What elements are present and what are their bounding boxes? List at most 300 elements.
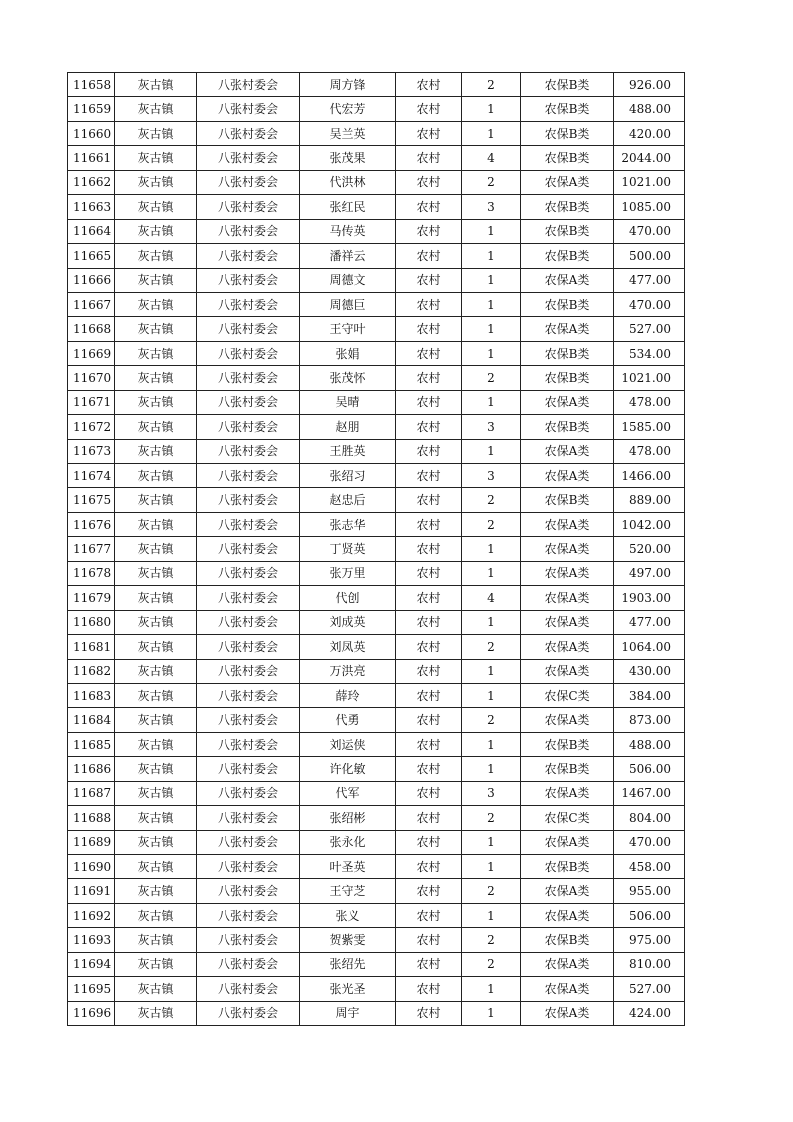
name-cell: 代宏芳: [300, 97, 396, 121]
category-cell: 农保A类: [521, 977, 614, 1001]
area-type-cell: 农村: [396, 170, 462, 194]
area-type-cell: 农村: [396, 464, 462, 488]
name-cell: 张万里: [300, 561, 396, 585]
name-cell: 王胜英: [300, 439, 396, 463]
name-cell: 张绍先: [300, 952, 396, 976]
town-cell: 灰古镇: [115, 464, 197, 488]
name-cell: 周方锋: [300, 73, 396, 97]
town-cell: 灰古镇: [115, 610, 197, 634]
category-cell: 农保B类: [521, 121, 614, 145]
record-id-cell: 11674: [68, 464, 115, 488]
household-count-cell: 1: [462, 1001, 521, 1025]
amount-cell: 478.00: [614, 439, 685, 463]
household-count-cell: 1: [462, 757, 521, 781]
record-id-cell: 11681: [68, 635, 115, 659]
table-row: [68, 586, 685, 610]
household-count-cell: 1: [462, 390, 521, 414]
amount-cell: 975.00: [614, 928, 685, 952]
village-cell: 八张村委会: [197, 903, 300, 927]
amount-cell: 420.00: [614, 121, 685, 145]
category-cell: 农保A类: [521, 879, 614, 903]
record-id-cell: 11671: [68, 390, 115, 414]
record-id-cell: 11690: [68, 855, 115, 879]
name-cell: 张娟: [300, 341, 396, 365]
table-row: [68, 170, 685, 194]
household-count-cell: 3: [462, 415, 521, 439]
area-type-cell: 农村: [396, 903, 462, 927]
area-type-cell: 农村: [396, 317, 462, 341]
village-cell: 八张村委会: [197, 781, 300, 805]
village-cell: 八张村委会: [197, 659, 300, 683]
category-cell: 农保B类: [521, 757, 614, 781]
village-cell: 八张村委会: [197, 561, 300, 585]
area-type-cell: 农村: [396, 488, 462, 512]
record-id-cell: 11672: [68, 415, 115, 439]
record-id-cell: 11676: [68, 512, 115, 536]
village-cell: 八张村委会: [197, 219, 300, 243]
village-cell: 八张村委会: [197, 415, 300, 439]
household-count-cell: 1: [462, 341, 521, 365]
village-cell: 八张村委会: [197, 146, 300, 170]
village-cell: 八张村委会: [197, 488, 300, 512]
table-row: [68, 855, 685, 879]
village-cell: 八张村委会: [197, 855, 300, 879]
area-type-cell: 农村: [396, 537, 462, 561]
category-cell: 农保B类: [521, 292, 614, 316]
record-id-cell: 11684: [68, 708, 115, 732]
table-row: [68, 708, 685, 732]
household-count-cell: 1: [462, 683, 521, 707]
record-id-cell: 11667: [68, 292, 115, 316]
table-row: [68, 268, 685, 292]
name-cell: 周宇: [300, 1001, 396, 1025]
table-row: [68, 610, 685, 634]
town-cell: 灰古镇: [115, 439, 197, 463]
category-cell: 农保A类: [521, 561, 614, 585]
table-row: [68, 195, 685, 219]
village-cell: 八张村委会: [197, 952, 300, 976]
area-type-cell: 农村: [396, 73, 462, 97]
amount-cell: 1021.00: [614, 170, 685, 194]
amount-cell: 527.00: [614, 977, 685, 1001]
record-id-cell: 11689: [68, 830, 115, 854]
name-cell: 赵忠后: [300, 488, 396, 512]
record-id-cell: 11677: [68, 537, 115, 561]
amount-cell: 873.00: [614, 708, 685, 732]
town-cell: 灰古镇: [115, 781, 197, 805]
name-cell: 周德文: [300, 268, 396, 292]
amount-cell: 1064.00: [614, 635, 685, 659]
amount-cell: 926.00: [614, 73, 685, 97]
table-row: [68, 830, 685, 854]
record-id-cell: 11662: [68, 170, 115, 194]
name-cell: 吴兰英: [300, 121, 396, 145]
town-cell: 灰古镇: [115, 952, 197, 976]
record-id-cell: 11659: [68, 97, 115, 121]
category-cell: 农保A类: [521, 830, 614, 854]
table-row: [68, 659, 685, 683]
category-cell: 农保A类: [521, 268, 614, 292]
area-type-cell: 农村: [396, 855, 462, 879]
name-cell: 代军: [300, 781, 396, 805]
town-cell: 灰古镇: [115, 244, 197, 268]
name-cell: 马传英: [300, 219, 396, 243]
amount-cell: 477.00: [614, 610, 685, 634]
town-cell: 灰古镇: [115, 146, 197, 170]
village-cell: 八张村委会: [197, 537, 300, 561]
town-cell: 灰古镇: [115, 855, 197, 879]
village-cell: 八张村委会: [197, 97, 300, 121]
area-type-cell: 农村: [396, 244, 462, 268]
category-cell: 农保B类: [521, 855, 614, 879]
name-cell: 潘祥云: [300, 244, 396, 268]
table-row: [68, 952, 685, 976]
area-type-cell: 农村: [396, 928, 462, 952]
area-type-cell: 农村: [396, 879, 462, 903]
amount-cell: 955.00: [614, 879, 685, 903]
household-count-cell: 2: [462, 366, 521, 390]
table-row: [68, 488, 685, 512]
household-count-cell: 2: [462, 806, 521, 830]
record-id-cell: 11663: [68, 195, 115, 219]
household-count-cell: 1: [462, 659, 521, 683]
town-cell: 灰古镇: [115, 390, 197, 414]
area-type-cell: 农村: [396, 610, 462, 634]
town-cell: 灰古镇: [115, 537, 197, 561]
category-cell: 农保B类: [521, 244, 614, 268]
area-type-cell: 农村: [396, 708, 462, 732]
category-cell: 农保A类: [521, 537, 614, 561]
amount-cell: 520.00: [614, 537, 685, 561]
town-cell: 灰古镇: [115, 195, 197, 219]
area-type-cell: 农村: [396, 366, 462, 390]
area-type-cell: 农村: [396, 195, 462, 219]
area-type-cell: 农村: [396, 439, 462, 463]
area-type-cell: 农村: [396, 659, 462, 683]
record-id-cell: 11678: [68, 561, 115, 585]
name-cell: 许化敏: [300, 757, 396, 781]
household-count-cell: 2: [462, 928, 521, 952]
village-cell: 八张村委会: [197, 683, 300, 707]
household-count-cell: 1: [462, 855, 521, 879]
amount-cell: 488.00: [614, 97, 685, 121]
amount-cell: 1042.00: [614, 512, 685, 536]
area-type-cell: 农村: [396, 830, 462, 854]
amount-cell: 1021.00: [614, 366, 685, 390]
amount-cell: 810.00: [614, 952, 685, 976]
household-count-cell: 1: [462, 830, 521, 854]
table-row: [68, 121, 685, 145]
name-cell: 贺紫雯: [300, 928, 396, 952]
name-cell: 刘成英: [300, 610, 396, 634]
household-count-cell: 3: [462, 464, 521, 488]
amount-cell: 804.00: [614, 806, 685, 830]
category-cell: 农保A类: [521, 317, 614, 341]
household-count-cell: 2: [462, 879, 521, 903]
category-cell: 农保B类: [521, 488, 614, 512]
household-count-cell: 1: [462, 268, 521, 292]
town-cell: 灰古镇: [115, 806, 197, 830]
table-row: [68, 341, 685, 365]
area-type-cell: 农村: [396, 390, 462, 414]
area-type-cell: 农村: [396, 952, 462, 976]
area-type-cell: 农村: [396, 512, 462, 536]
amount-cell: 506.00: [614, 757, 685, 781]
name-cell: 万洪亮: [300, 659, 396, 683]
town-cell: 灰古镇: [115, 121, 197, 145]
table-row: [68, 439, 685, 463]
table-row: [68, 683, 685, 707]
category-cell: 农保B类: [521, 415, 614, 439]
name-cell: 丁贤英: [300, 537, 396, 561]
category-cell: 农保B类: [521, 97, 614, 121]
village-cell: 八张村委会: [197, 830, 300, 854]
household-count-cell: 1: [462, 610, 521, 634]
village-cell: 八张村委会: [197, 928, 300, 952]
amount-cell: 430.00: [614, 659, 685, 683]
table-row: [68, 390, 685, 414]
name-cell: 叶圣英: [300, 855, 396, 879]
amount-cell: 458.00: [614, 855, 685, 879]
record-id-cell: 11675: [68, 488, 115, 512]
name-cell: 王守芝: [300, 879, 396, 903]
name-cell: 赵朋: [300, 415, 396, 439]
town-cell: 灰古镇: [115, 268, 197, 292]
village-cell: 八张村委会: [197, 366, 300, 390]
table-row: [68, 317, 685, 341]
area-type-cell: 农村: [396, 341, 462, 365]
amount-cell: 1085.00: [614, 195, 685, 219]
name-cell: 张永化: [300, 830, 396, 854]
name-cell: 刘运侠: [300, 732, 396, 756]
record-id-cell: 11691: [68, 879, 115, 903]
town-cell: 灰古镇: [115, 317, 197, 341]
village-cell: 八张村委会: [197, 708, 300, 732]
table-row: [68, 537, 685, 561]
amount-cell: 1466.00: [614, 464, 685, 488]
record-id-cell: 11679: [68, 586, 115, 610]
category-cell: 农保B类: [521, 928, 614, 952]
name-cell: 吴晴: [300, 390, 396, 414]
category-cell: 农保A类: [521, 464, 614, 488]
table-row: [68, 512, 685, 536]
town-cell: 灰古镇: [115, 170, 197, 194]
table-row: [68, 757, 685, 781]
village-cell: 八张村委会: [197, 757, 300, 781]
record-id-cell: 11696: [68, 1001, 115, 1025]
table-row: [68, 781, 685, 805]
household-count-cell: 1: [462, 561, 521, 585]
area-type-cell: 农村: [396, 292, 462, 316]
record-id-cell: 11673: [68, 439, 115, 463]
household-count-cell: 2: [462, 488, 521, 512]
town-cell: 灰古镇: [115, 903, 197, 927]
record-id-cell: 11668: [68, 317, 115, 341]
area-type-cell: 农村: [396, 561, 462, 585]
category-cell: 农保A类: [521, 781, 614, 805]
amount-cell: 497.00: [614, 561, 685, 585]
category-cell: 农保A类: [521, 635, 614, 659]
household-count-cell: 4: [462, 586, 521, 610]
amount-cell: 384.00: [614, 683, 685, 707]
name-cell: 张红民: [300, 195, 396, 219]
household-count-cell: 2: [462, 512, 521, 536]
table-row: [68, 635, 685, 659]
record-id-cell: 11670: [68, 366, 115, 390]
household-count-cell: 2: [462, 952, 521, 976]
amount-cell: 488.00: [614, 732, 685, 756]
record-id-cell: 11658: [68, 73, 115, 97]
category-cell: 农保A类: [521, 708, 614, 732]
village-cell: 八张村委会: [197, 73, 300, 97]
household-count-cell: 3: [462, 195, 521, 219]
area-type-cell: 农村: [396, 757, 462, 781]
table-row: [68, 146, 685, 170]
area-type-cell: 农村: [396, 635, 462, 659]
village-cell: 八张村委会: [197, 610, 300, 634]
table-row: [68, 366, 685, 390]
category-cell: 农保A类: [521, 512, 614, 536]
village-cell: 八张村委会: [197, 390, 300, 414]
town-cell: 灰古镇: [115, 73, 197, 97]
category-cell: 农保C类: [521, 806, 614, 830]
household-count-cell: 1: [462, 439, 521, 463]
name-cell: 代创: [300, 586, 396, 610]
village-cell: 八张村委会: [197, 268, 300, 292]
area-type-cell: 农村: [396, 806, 462, 830]
household-count-cell: 1: [462, 903, 521, 927]
name-cell: 周德巨: [300, 292, 396, 316]
name-cell: 张茂果: [300, 146, 396, 170]
area-type-cell: 农村: [396, 121, 462, 145]
name-cell: 张绍彬: [300, 806, 396, 830]
town-cell: 灰古镇: [115, 732, 197, 756]
town-cell: 灰古镇: [115, 635, 197, 659]
record-id-cell: 11660: [68, 121, 115, 145]
amount-cell: 889.00: [614, 488, 685, 512]
category-cell: 农保A类: [521, 170, 614, 194]
name-cell: 王守叶: [300, 317, 396, 341]
village-cell: 八张村委会: [197, 732, 300, 756]
records-table-body: [68, 73, 685, 1026]
table-row: [68, 464, 685, 488]
record-id-cell: 11661: [68, 146, 115, 170]
household-count-cell: 3: [462, 781, 521, 805]
town-cell: 灰古镇: [115, 879, 197, 903]
village-cell: 八张村委会: [197, 341, 300, 365]
household-count-cell: 4: [462, 146, 521, 170]
town-cell: 灰古镇: [115, 366, 197, 390]
town-cell: 灰古镇: [115, 97, 197, 121]
town-cell: 灰古镇: [115, 928, 197, 952]
category-cell: 农保B类: [521, 366, 614, 390]
area-type-cell: 农村: [396, 146, 462, 170]
record-id-cell: 11665: [68, 244, 115, 268]
record-id-cell: 11666: [68, 268, 115, 292]
village-cell: 八张村委会: [197, 317, 300, 341]
records-table: [67, 72, 685, 1026]
amount-cell: 477.00: [614, 268, 685, 292]
category-cell: 农保B类: [521, 146, 614, 170]
name-cell: 刘凤英: [300, 635, 396, 659]
category-cell: 农保A类: [521, 439, 614, 463]
area-type-cell: 农村: [396, 415, 462, 439]
town-cell: 灰古镇: [115, 512, 197, 536]
village-cell: 八张村委会: [197, 635, 300, 659]
town-cell: 灰古镇: [115, 488, 197, 512]
household-count-cell: 1: [462, 292, 521, 316]
category-cell: 农保A类: [521, 1001, 614, 1025]
name-cell: 代勇: [300, 708, 396, 732]
amount-cell: 506.00: [614, 903, 685, 927]
record-id-cell: 11688: [68, 806, 115, 830]
category-cell: 农保B类: [521, 73, 614, 97]
table-row: [68, 977, 685, 1001]
name-cell: 张志华: [300, 512, 396, 536]
category-cell: 农保C类: [521, 683, 614, 707]
amount-cell: 527.00: [614, 317, 685, 341]
household-count-cell: 2: [462, 708, 521, 732]
village-cell: 八张村委会: [197, 195, 300, 219]
category-cell: 农保A类: [521, 610, 614, 634]
amount-cell: 1585.00: [614, 415, 685, 439]
town-cell: 灰古镇: [115, 292, 197, 316]
record-id-cell: 11682: [68, 659, 115, 683]
category-cell: 农保B类: [521, 732, 614, 756]
amount-cell: 470.00: [614, 830, 685, 854]
village-cell: 八张村委会: [197, 1001, 300, 1025]
amount-cell: 478.00: [614, 390, 685, 414]
name-cell: 张义: [300, 903, 396, 927]
table-row: [68, 244, 685, 268]
household-count-cell: 1: [462, 977, 521, 1001]
record-id-cell: 11669: [68, 341, 115, 365]
table-row: [68, 292, 685, 316]
category-cell: 农保A类: [521, 952, 614, 976]
table-row: [68, 561, 685, 585]
village-cell: 八张村委会: [197, 586, 300, 610]
town-cell: 灰古镇: [115, 757, 197, 781]
record-id-cell: 11692: [68, 903, 115, 927]
category-cell: 农保B类: [521, 219, 614, 243]
record-id-cell: 11683: [68, 683, 115, 707]
village-cell: 八张村委会: [197, 121, 300, 145]
record-id-cell: 11687: [68, 781, 115, 805]
category-cell: 农保B类: [521, 195, 614, 219]
household-count-cell: 1: [462, 244, 521, 268]
amount-cell: 1903.00: [614, 586, 685, 610]
amount-cell: 500.00: [614, 244, 685, 268]
name-cell: 张光圣: [300, 977, 396, 1001]
amount-cell: 470.00: [614, 292, 685, 316]
area-type-cell: 农村: [396, 219, 462, 243]
area-type-cell: 农村: [396, 586, 462, 610]
town-cell: 灰古镇: [115, 415, 197, 439]
table-row: [68, 219, 685, 243]
amount-cell: 1467.00: [614, 781, 685, 805]
town-cell: 灰古镇: [115, 708, 197, 732]
town-cell: 灰古镇: [115, 977, 197, 1001]
amount-cell: 424.00: [614, 1001, 685, 1025]
household-count-cell: 2: [462, 635, 521, 659]
record-id-cell: 11685: [68, 732, 115, 756]
table-row: [68, 97, 685, 121]
village-cell: 八张村委会: [197, 170, 300, 194]
category-cell: 农保A类: [521, 659, 614, 683]
area-type-cell: 农村: [396, 683, 462, 707]
town-cell: 灰古镇: [115, 586, 197, 610]
village-cell: 八张村委会: [197, 464, 300, 488]
